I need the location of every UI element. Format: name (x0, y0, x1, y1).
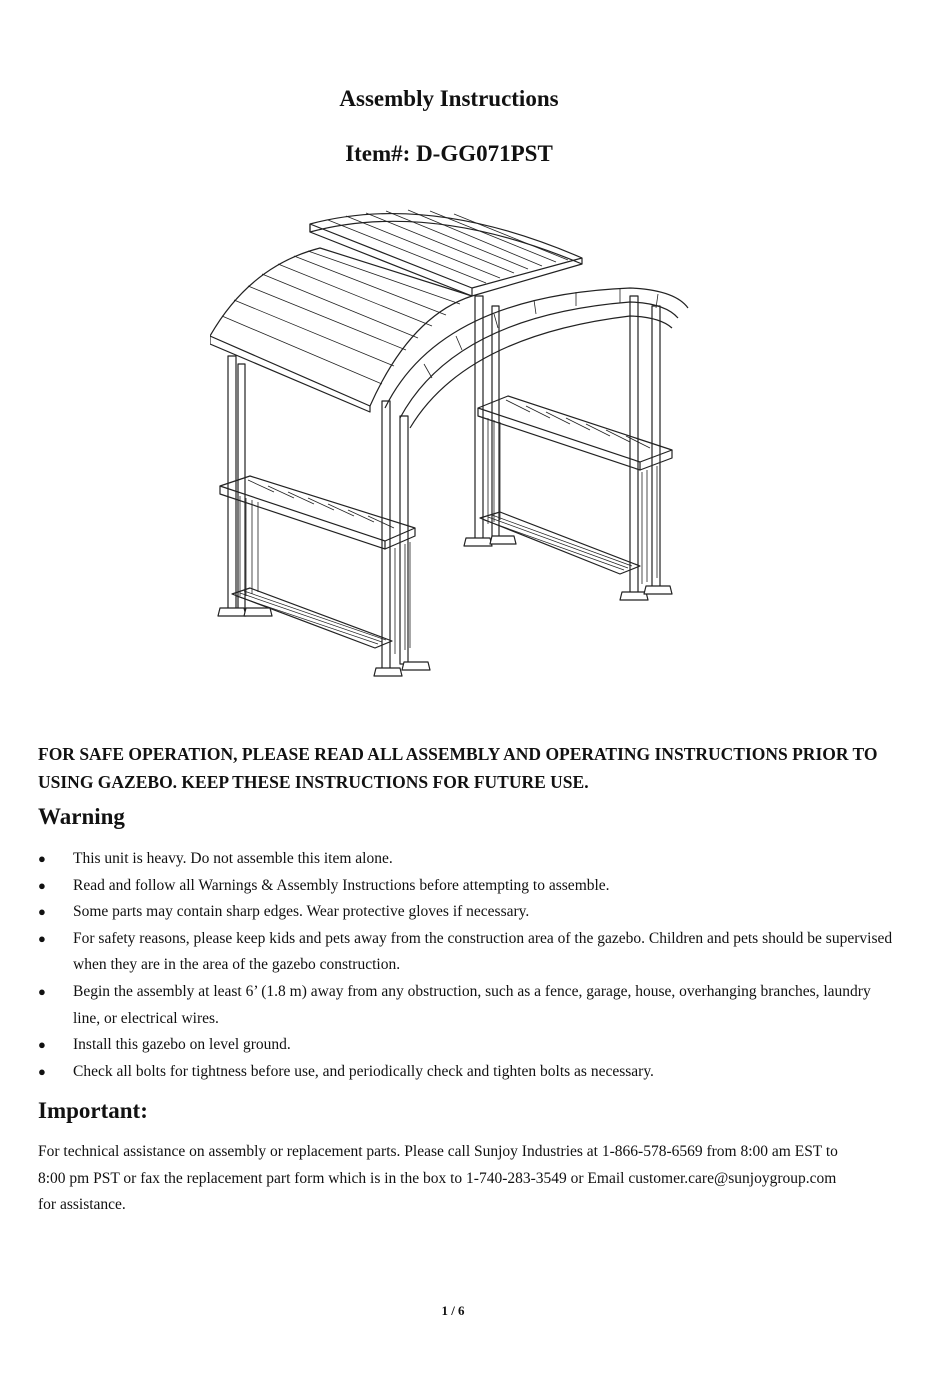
warning-list (38, 846, 898, 1085)
list-item-text: Check all bolts for tightness before use, and periodically check and tighten bolts as necessary. (73, 1062, 654, 1080)
list-item (38, 873, 898, 900)
list-item-text: This unit is heavy. Do not assemble this item alone. (73, 850, 393, 867)
item-number: Item#: D-GG071PST (345, 141, 553, 166)
list-item-text: Begin the assembly at least 6’ (1.8 m) away from any obstruction, such as a fence, garage, house, overhanging branches, laundry line, or electrical wires. (73, 982, 871, 1027)
posts (228, 296, 660, 671)
list-item (38, 1059, 898, 1086)
post-feet (218, 536, 672, 676)
bullet-icon: ● (38, 851, 46, 866)
list-item-text: Some parts may contain sharp edges. Wear protective gloves if necessary. (73, 903, 530, 921)
gazebo-illustration (210, 196, 710, 686)
important-text: For technical assistance on assembly or replacement parts. Please call Sunjoy Industries at 1-866-578-6569 from 8:00 am EST to 8:00 pm PST or fax the replacement part form which is in the box to 1-740-283-3549 or Email customer.care@sunjoygroup.com for assistance. (38, 1143, 838, 1214)
list-item (38, 1032, 898, 1059)
right-shelf (478, 396, 672, 584)
bullet-icon: ● (38, 1063, 46, 1079)
list-item (38, 899, 898, 926)
warning-heading: Warning (38, 804, 125, 829)
page-number: 1 / 6 (441, 1303, 465, 1318)
list-item-text: For safety reasons, please keep kids and pets away from the construction area of the gazebo. Children and pets should be supervised when they are in the area of the gazebo construction. (73, 929, 893, 974)
list-item (38, 846, 898, 873)
bullet-icon: ● (38, 904, 46, 920)
bullet-icon: ● (38, 983, 46, 999)
bullet-icon: ● (38, 1037, 46, 1053)
important-heading: Important: (38, 1098, 148, 1123)
list-item (38, 926, 898, 979)
safety-notice: FOR SAFE OPERATION, PLEASE READ ALL ASSEMBLY AND OPERATING INSTRUCTIONS PRIOR TO USING GAZEBO. KEEP THESE INSTRUCTIONS FOR FUTURE USE. (38, 744, 878, 792)
list-item-text: Install this gazebo on level ground. (73, 1036, 291, 1054)
list-item-text: Read and follow all Warnings & Assembly Instructions before attempting to assemble. (73, 876, 610, 894)
list-item (38, 979, 898, 1032)
bullet-icon: ● (38, 930, 46, 946)
upper-roof (310, 210, 582, 296)
document-title: Assembly Instructions (339, 86, 559, 111)
bullet-icon: ● (38, 877, 46, 893)
left-shelf (220, 476, 415, 656)
